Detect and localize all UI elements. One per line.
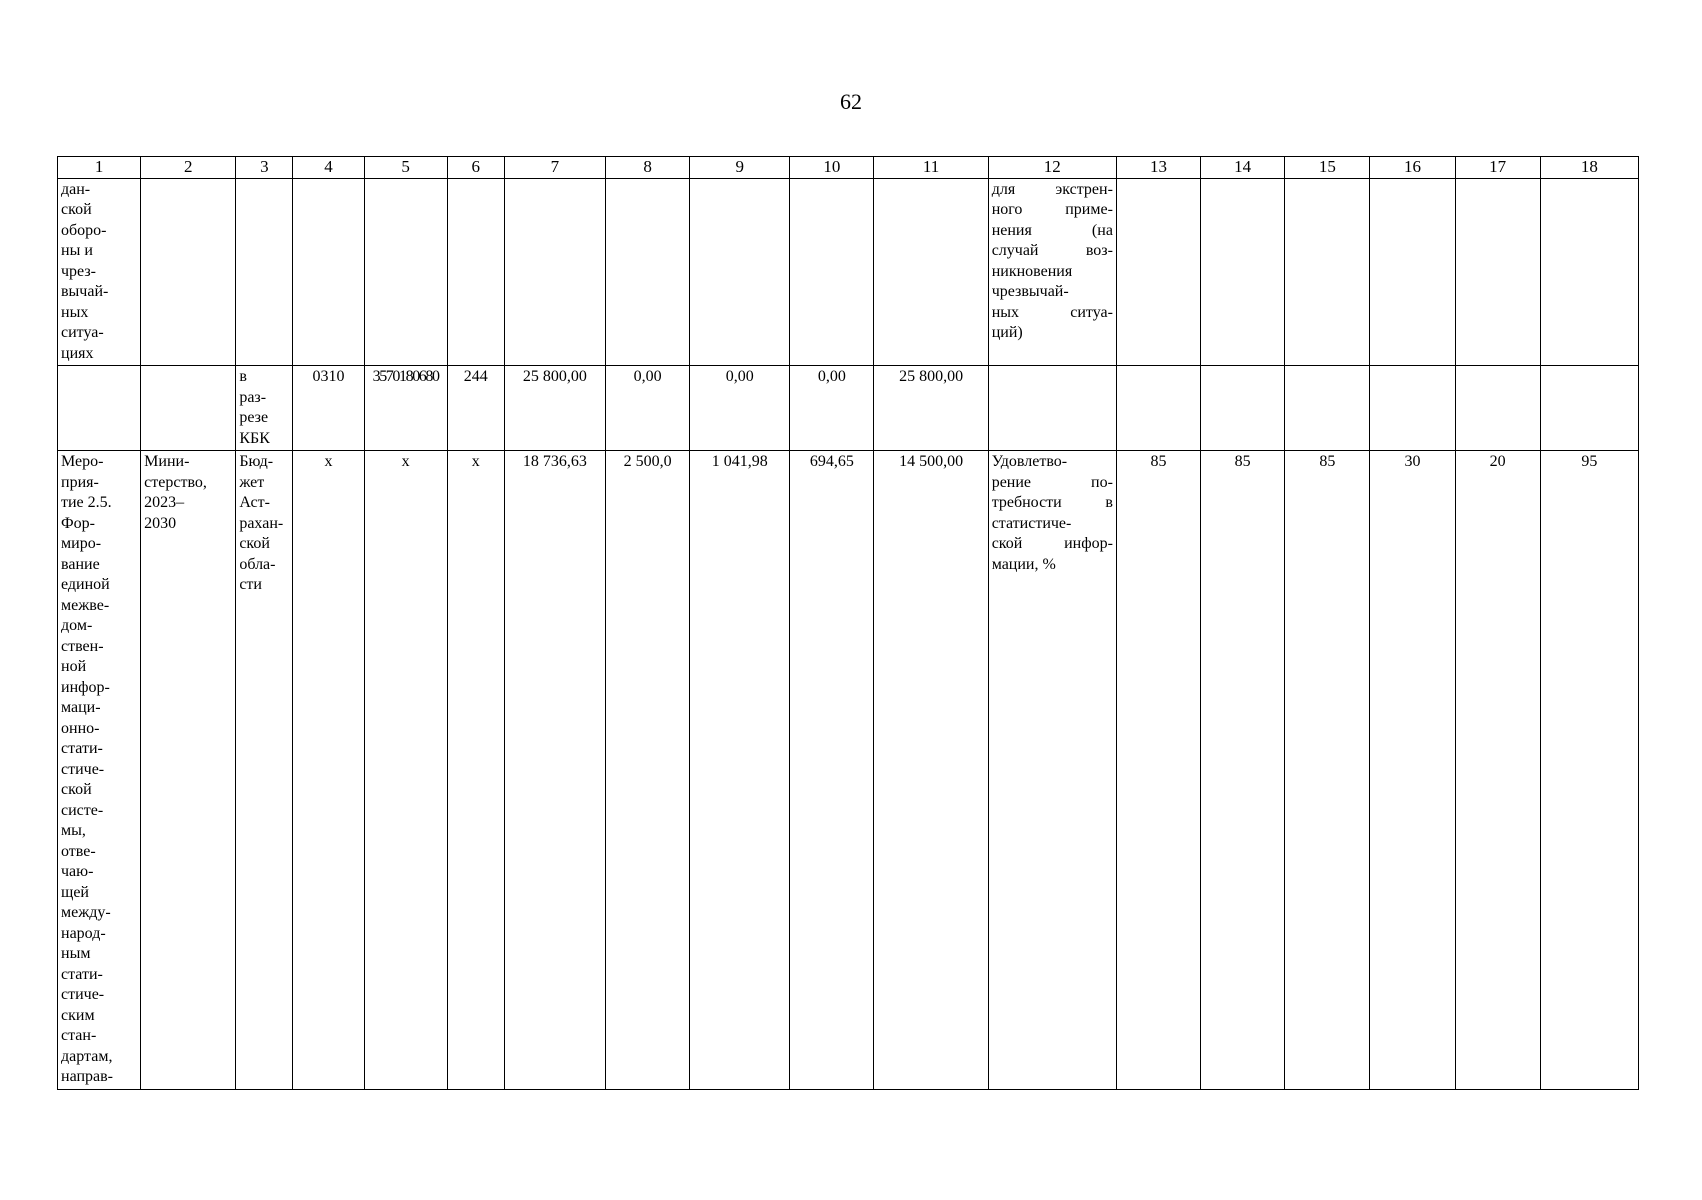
amount-cell: 0,00 — [790, 366, 874, 451]
indicator-value-cell: 85 — [1201, 451, 1285, 1090]
table-cell — [790, 178, 874, 366]
funding-source-cell: Бюд- жет Аст- рахан- ской обла- сти — [236, 451, 293, 1090]
table-cell — [1285, 178, 1370, 366]
table-cell — [1285, 366, 1370, 451]
column-header: 17 — [1455, 157, 1540, 179]
table-cell — [988, 366, 1116, 451]
column-header: 1 — [58, 157, 141, 179]
column-header: 5 — [364, 157, 447, 179]
kbk-type-cell: х — [447, 451, 504, 1090]
table-cell — [1540, 178, 1638, 366]
table-cell — [874, 178, 988, 366]
funding-source-cell: в раз- резе КБК — [236, 366, 293, 451]
amount-cell: 1 041,98 — [690, 451, 790, 1090]
kbk-type-cell: 244 — [447, 366, 504, 451]
column-header: 14 — [1201, 157, 1285, 179]
column-header: 12 — [988, 157, 1116, 179]
kbk-section-cell: х — [293, 451, 364, 1090]
column-header: 3 — [236, 157, 293, 179]
column-header: 4 — [293, 157, 364, 179]
table-cell — [1116, 178, 1200, 366]
table-cell — [1455, 178, 1540, 366]
amount-cell: 0,00 — [605, 366, 689, 451]
amount-cell: 694,65 — [790, 451, 874, 1090]
table-cell — [1455, 366, 1540, 451]
table-cell — [605, 178, 689, 366]
page-number: 62 — [840, 89, 862, 114]
column-header: 18 — [1540, 157, 1638, 179]
table-row — [58, 366, 1639, 451]
column-header: 16 — [1370, 157, 1455, 179]
kbk-target-cell: х — [364, 451, 447, 1090]
column-number-row — [58, 157, 1639, 179]
column-header: 15 — [1285, 157, 1370, 179]
table-cell — [141, 366, 236, 451]
table-cell — [447, 178, 504, 366]
indicator-value-cell: 85 — [1116, 451, 1200, 1090]
column-header: 7 — [504, 157, 605, 179]
amount-cell: 25 800,00 — [874, 366, 988, 451]
executor-period-cell: Мини- стерство, 2023– 2030 — [141, 451, 236, 1090]
indicator-value-cell: 95 — [1540, 451, 1638, 1090]
column-header: 13 — [1116, 157, 1200, 179]
amount-cell: 2 500,0 — [605, 451, 689, 1090]
activity-name-cell: Меро- прия- тие 2.5. Фор- миро- вание единой межве- дом- ствен- ной инфор- маци- онно- стати- стиче- ской систе- мы, отве- чаю- щей между- народ- ным стати- стиче- ским стан- дартам, направ- — [58, 451, 141, 1090]
kbk-section-cell: 0310 — [293, 366, 364, 451]
table-cell — [1370, 178, 1455, 366]
indicator-value-cell: 20 — [1455, 451, 1540, 1090]
amount-cell: 0,00 — [690, 366, 790, 451]
indicator-value-cell: 30 — [1370, 451, 1455, 1090]
table-cell — [236, 178, 293, 366]
table-cell — [58, 366, 141, 451]
table-cell — [141, 178, 236, 366]
table-cell — [1116, 366, 1200, 451]
table-row — [58, 178, 1639, 366]
column-header: 8 — [605, 157, 689, 179]
table-cell — [1201, 178, 1285, 366]
table-cell — [504, 178, 605, 366]
table-cell — [1201, 366, 1285, 451]
table-row — [58, 451, 1639, 1090]
indicator-cell: для экстрен- ного приме- нения (на случай воз- никновения чрезвычай- ных ситуа- ций) — [988, 178, 1116, 366]
amount-total-cell: 25 800,00 — [504, 366, 605, 451]
table-cell — [690, 178, 790, 366]
indicator-value-cell: 85 — [1285, 451, 1370, 1090]
column-header: 11 — [874, 157, 988, 179]
kbk-target-cell: 3570180680 — [364, 366, 447, 451]
table-cell — [293, 178, 364, 366]
program-table — [57, 156, 1639, 1090]
activity-name-cell: дан- ской оборо- ны и чрез- вычай- ных ситуа- циях — [58, 178, 141, 366]
amount-total-cell: 18 736,63 — [504, 451, 605, 1090]
column-header: 10 — [790, 157, 874, 179]
table-cell — [1370, 366, 1455, 451]
column-header: 9 — [690, 157, 790, 179]
amount-cell: 14 500,00 — [874, 451, 988, 1090]
column-header: 2 — [141, 157, 236, 179]
table-cell — [364, 178, 447, 366]
column-header: 6 — [447, 157, 504, 179]
indicator-cell: Удовлетво- рение по- требности в статистиче- ской инфор- мации, % — [988, 451, 1116, 1090]
table-cell — [1540, 366, 1638, 451]
